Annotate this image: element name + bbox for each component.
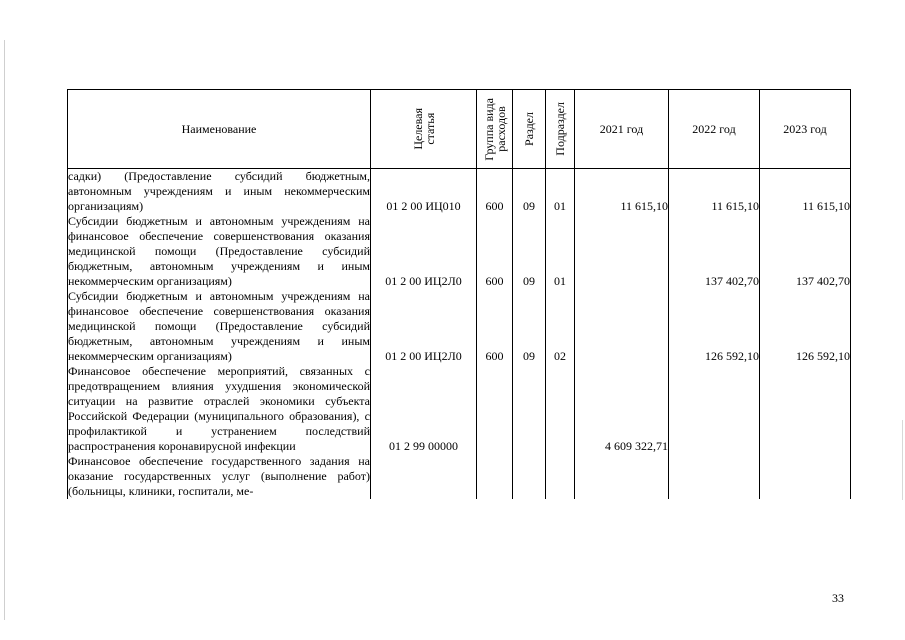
row-expense-group: 600 <box>477 289 513 364</box>
row-2021: 11 615,10 <box>575 169 669 215</box>
row-2021 <box>575 289 669 364</box>
row-target-article <box>371 454 477 499</box>
row-name: Финансовое обеспечение мероприятий, связанных с предотвращением влияния ухудшения экономической ситуации на развитие отраслей экономики субъекта Российской Федерации (муниципального образования), с профилактикой и устранением последствий распространения коронавирусной инфекции <box>68 364 370 453</box>
row-2022: 11 615,10 <box>669 169 760 215</box>
header-section: Раздел <box>513 90 546 169</box>
row-subsection: 01 <box>546 169 575 215</box>
header-2021: 2021 год <box>575 90 669 169</box>
row-target-article: 01 2 00 ИЦ2Л0 <box>371 289 477 364</box>
scan-edge <box>4 40 5 620</box>
row-subsection: 01 <box>546 214 575 289</box>
row-2023: 11 615,10 <box>760 169 851 215</box>
budget-table <box>67 89 851 499</box>
row-name: Финансовое обеспечение государственного задания на оказание государственных услуг (выполнение работ) (больницы, клиники, госпитали, ме- <box>68 454 370 498</box>
row-subsection <box>546 364 575 454</box>
table-row <box>68 169 851 215</box>
row-name: Субсидии бюджетным и автономным учреждениям на финансовое обеспечение совершенствования оказания медицинской помощи (Предоставление субсидий бюджетным, автономным учреждениям и иным некоммерческим организациям) <box>68 289 370 363</box>
row-2022 <box>669 364 760 454</box>
row-subsection <box>546 454 575 499</box>
row-2022: 126 592,10 <box>669 289 760 364</box>
header-2023: 2023 год <box>760 90 851 169</box>
table-row <box>68 214 851 289</box>
row-2021 <box>575 454 669 499</box>
header-subsection: Подраздел <box>546 90 575 169</box>
header-name: Наименование <box>68 90 371 169</box>
header-target-article: Целевая статья <box>371 90 477 169</box>
row-2022: 137 402,70 <box>669 214 760 289</box>
row-subsection: 02 <box>546 289 575 364</box>
row-section: 09 <box>513 214 546 289</box>
scan-edge <box>902 420 903 500</box>
table-row <box>68 454 851 499</box>
row-2023: 137 402,70 <box>760 214 851 289</box>
row-2021: 4 609 322,71 <box>575 364 669 454</box>
row-section: 09 <box>513 169 546 215</box>
row-section <box>513 454 546 499</box>
row-2022 <box>669 454 760 499</box>
row-target-article: 01 2 99 00000 <box>371 364 477 454</box>
row-name: Субсидии бюджетным и автономным учреждениям на финансовое обеспечение совершенствования оказания медицинской помощи (Предоставление субсидий бюджетным, автономным учреждениям и иным некоммерческим организациям) <box>68 214 370 288</box>
page-number: 33 <box>832 591 844 605</box>
row-expense-group <box>477 454 513 499</box>
row-expense-group: 600 <box>477 169 513 215</box>
header-expense-group: Группа вида расходов <box>477 90 513 169</box>
table-row <box>68 364 851 454</box>
row-target-article: 01 2 00 ИЦ010 <box>371 169 477 215</box>
row-target-article: 01 2 00 ИЦ2Л0 <box>371 214 477 289</box>
row-name: садки) (Предоставление субсидий бюджетным, автономным учреждениям и иным некоммерческим организациям) <box>68 169 370 213</box>
table-row <box>68 289 851 364</box>
row-section <box>513 364 546 454</box>
row-expense-group: 600 <box>477 214 513 289</box>
header-2022: 2022 год <box>669 90 760 169</box>
row-2023 <box>760 364 851 454</box>
row-expense-group <box>477 364 513 454</box>
row-section: 09 <box>513 289 546 364</box>
row-2021 <box>575 214 669 289</box>
row-2023: 126 592,10 <box>760 289 851 364</box>
row-2023 <box>760 454 851 499</box>
table-header-row <box>68 90 851 169</box>
